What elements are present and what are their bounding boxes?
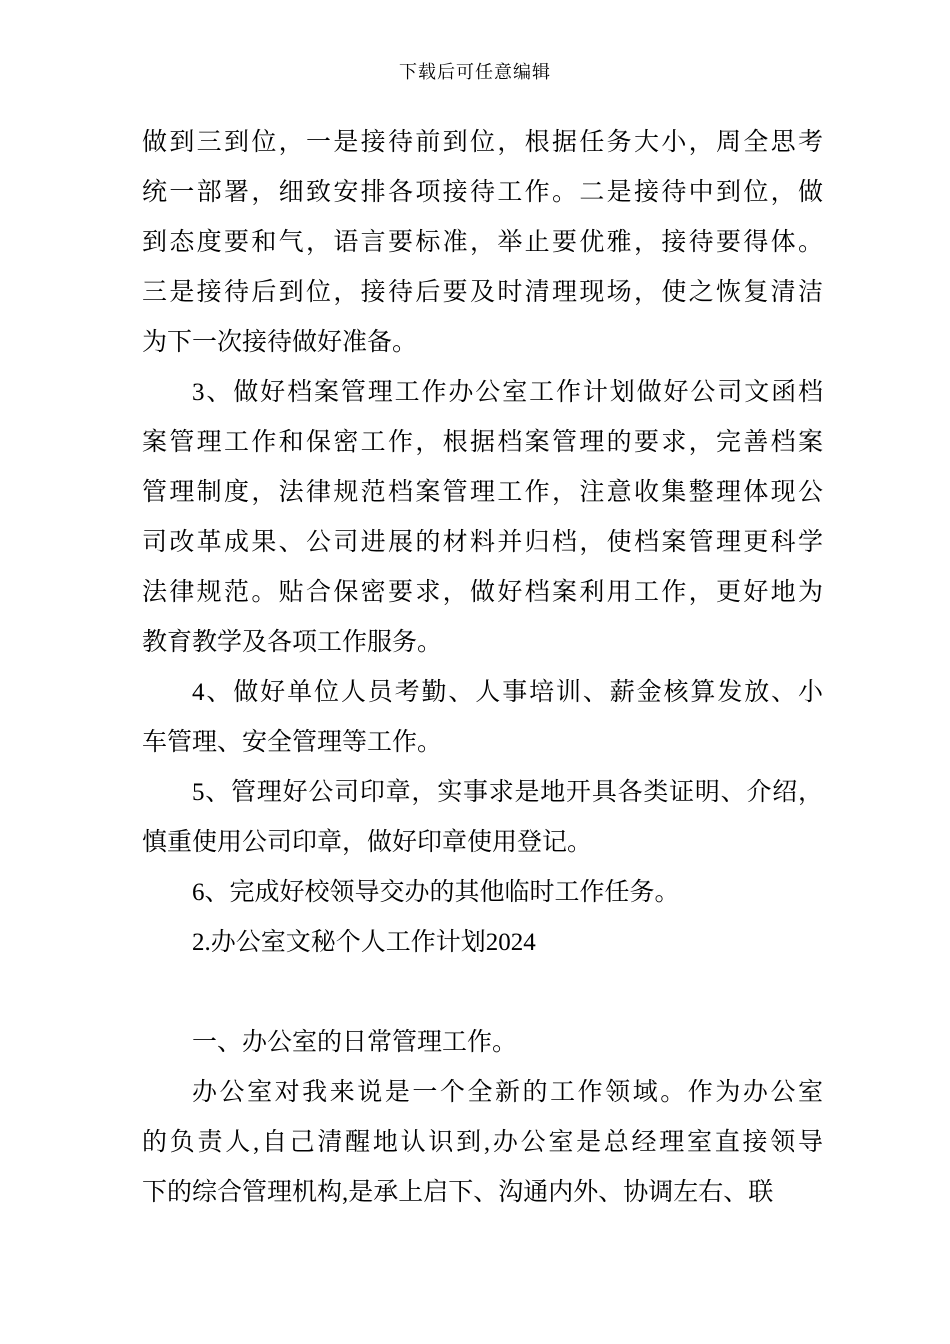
text-line: 案管理工作和保密工作，根据档案管理的要求，完善档案 — [142, 429, 823, 456]
text-line: 管理制度，法律规范档案管理工作，注意收集整理体现公 — [142, 479, 823, 506]
text-line: 办公室对我来说是一个全新的工作领域。作为办公室 — [192, 1079, 823, 1106]
text-line: 教育教学及各项工作服务。 — [142, 629, 443, 656]
text-line: 车管理、安全管理等工作。 — [142, 729, 443, 756]
text-line: 2.办公室文秘个人工作计划2024 — [192, 929, 536, 956]
text-line: 统一部署，细致安排各项接待工作。二是接待中到位，做 — [142, 179, 823, 206]
page-header-watermark: 下载后可任意编辑 — [399, 62, 551, 82]
document-body — [142, 118, 823, 1218]
text-line: 3、做好档案管理工作办公室工作计划做好公司文函档 — [192, 379, 823, 406]
text-line: 做到三到位，一是接待前到位，根据任务大小，周全思考 — [142, 129, 823, 156]
text-line: 的负责人,自己清醒地认识到,办公室是总经理室直接领导 — [142, 1129, 823, 1156]
text-line: 6、完成好校领导交办的其他临时工作任务。 — [192, 879, 680, 906]
text-line: 法律规范。贴合保密要求，做好档案利用工作，更好地为 — [142, 579, 823, 606]
text-line: 慎重使用公司印章，做好印章使用登记。 — [142, 829, 593, 856]
text-line: 5、管理好公司印章，实事求是地开具各类证明、介绍， — [192, 779, 823, 806]
text-line: 到态度要和气，语言要标准，举止要优雅，接待要得体。 — [142, 229, 823, 256]
blank-line — [142, 968, 823, 1018]
text-line: 司改革成果、公司进展的材料并归档，使档案管理更科学 — [142, 529, 823, 556]
text-line: 4、做好单位人员考勤、人事培训、薪金核算发放、小 — [192, 679, 823, 706]
text-line: 三是接待后到位，接待后要及时清理现场，使之恢复清洁 — [142, 279, 823, 306]
text-line: 一、办公室的日常管理工作。 — [192, 1029, 518, 1056]
text-line: 下的综合管理机构,是承上启下、沟通内外、协调左右、联 — [142, 1179, 774, 1206]
text-line: 为下一次接待做好准备。 — [142, 329, 418, 356]
